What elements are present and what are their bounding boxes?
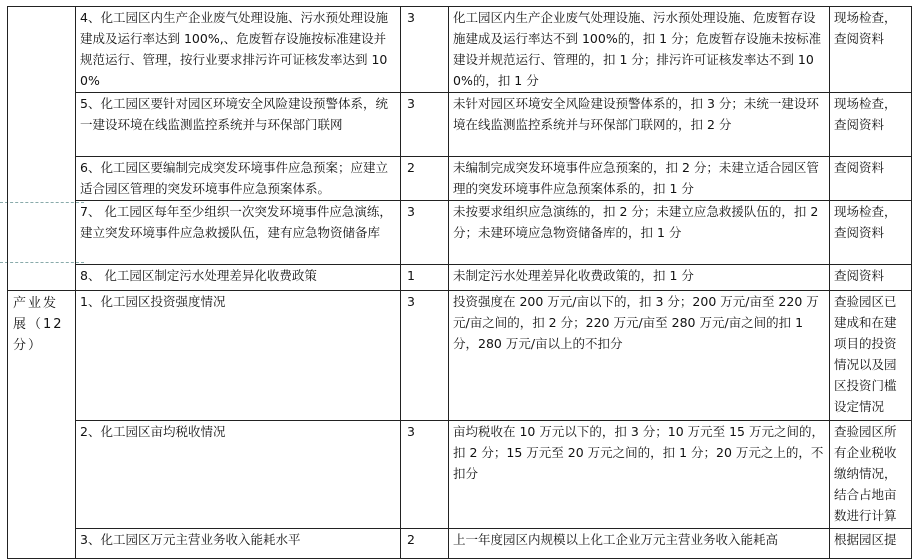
score-cell: 3 bbox=[401, 201, 449, 265]
score-cell: 3 bbox=[401, 421, 449, 529]
method-cell: 根据园区提 bbox=[830, 529, 912, 559]
item-cell: 3、化工园区万元主营业务收入能耗水平 bbox=[76, 529, 401, 559]
score-cell: 2 bbox=[401, 157, 449, 201]
rule-cell: 投资强度在 200 万元/亩以下的，扣 3 分；200 万元/亩至 220 万元/亩之间的，扣 2 分；220 万元/亩至 280 万元/亩之间的扣 1 分，280 万元/亩以上的不扣分 bbox=[449, 291, 830, 421]
table-row bbox=[8, 265, 912, 291]
item-cell: 8、 化工园区制定污水处理差异化收费政策 bbox=[76, 265, 401, 291]
score-cell: 1 bbox=[401, 265, 449, 291]
method-cell: 查阅资料 bbox=[830, 265, 912, 291]
table-row bbox=[8, 201, 912, 265]
category-cell-empty bbox=[8, 7, 76, 291]
score-cell: 3 bbox=[401, 291, 449, 421]
item-cell: 5、化工园区要针对园区环境安全风险建设预警体系，统一建设环境在线监测监控系统并与环保部门联网 bbox=[76, 93, 401, 157]
rule-cell: 未针对园区环境安全风险建设预警体系的，扣 3 分；未统一建设环境在线监测监控系统并与环保部门联网的，扣 2 分 bbox=[449, 93, 830, 157]
evaluation-table bbox=[7, 6, 912, 559]
item-cell: 7、 化工园区每年至少组织一次突发环境事件应急演练，建立突发环境事件应急救援队伍，建有应急物资储备库 bbox=[76, 201, 401, 265]
score-cell: 3 bbox=[401, 7, 449, 93]
table-row bbox=[8, 93, 912, 157]
rule-cell: 未制定污水处理差异化收费政策的，扣 1 分 bbox=[449, 265, 830, 291]
table-row bbox=[8, 421, 912, 529]
item-cell: 1、化工园区投资强度情况 bbox=[76, 291, 401, 421]
item-cell: 6、化工园区要编制完成突发环境事件应急预案；应建立适合园区管理的突发环境事件应急预案体系。 bbox=[76, 157, 401, 201]
rule-cell: 未按要求组织应急演练的，扣 2 分；未建立应急救援队伍的，扣 2 分；未建环境应急物资储备库的，扣 1 分 bbox=[449, 201, 830, 265]
method-cell: 现场检查，查阅资料 bbox=[830, 7, 912, 93]
rule-cell: 上一年度园区内规模以上化工企业万元主营业务收入能耗高 bbox=[449, 529, 830, 559]
method-cell: 现场检查，查阅资料 bbox=[830, 201, 912, 265]
item-cell: 4、化工园区内生产企业废气处理设施、污水预处理设施建成及运行率达到 100%,、危废暂存设施按标准建设并规范运行、管理，按行业要求排污许可证核发率达到 100% bbox=[76, 7, 401, 93]
table-row bbox=[8, 157, 912, 201]
table-row bbox=[8, 529, 912, 559]
method-cell: 查阅资料 bbox=[830, 157, 912, 201]
score-cell: 3 bbox=[401, 93, 449, 157]
method-cell: 现场检查，查阅资料 bbox=[830, 93, 912, 157]
method-cell: 查验园区所有企业税收缴纳情况，结合占地亩数进行计算 bbox=[830, 421, 912, 529]
table-row bbox=[8, 7, 912, 93]
category-cell: 产业发展（12分） bbox=[8, 291, 76, 559]
score-cell: 2 bbox=[401, 529, 449, 559]
method-cell: 查验园区已建成和在建项目的投资情况以及园区投资门槛设定情况 bbox=[830, 291, 912, 421]
table-row bbox=[8, 291, 912, 421]
rule-cell: 未编制完成突发环境事件应急预案的，扣 2 分；未建立适合园区管理的突发环境事件应急预案体系的，扣 1 分 bbox=[449, 157, 830, 201]
item-cell: 2、化工园区亩均税收情况 bbox=[76, 421, 401, 529]
rule-cell: 化工园区内生产企业废气处理设施、污水预处理设施、危废暂存设施建成及运行率达不到 100%的，扣 1 分；危废暂存设施未按标准建设并规范运行、管理的，扣 1 分；排污许可证核发率达不到 100%的，扣 1 分 bbox=[449, 7, 830, 93]
rule-cell: 亩均税收在 10 万元以下的，扣 3 分；10 万元至 15 万元之间的，扣 2 分；15 万元至 20 万元之间的，扣 1 分；20 万元之上的，不扣分 bbox=[449, 421, 830, 529]
